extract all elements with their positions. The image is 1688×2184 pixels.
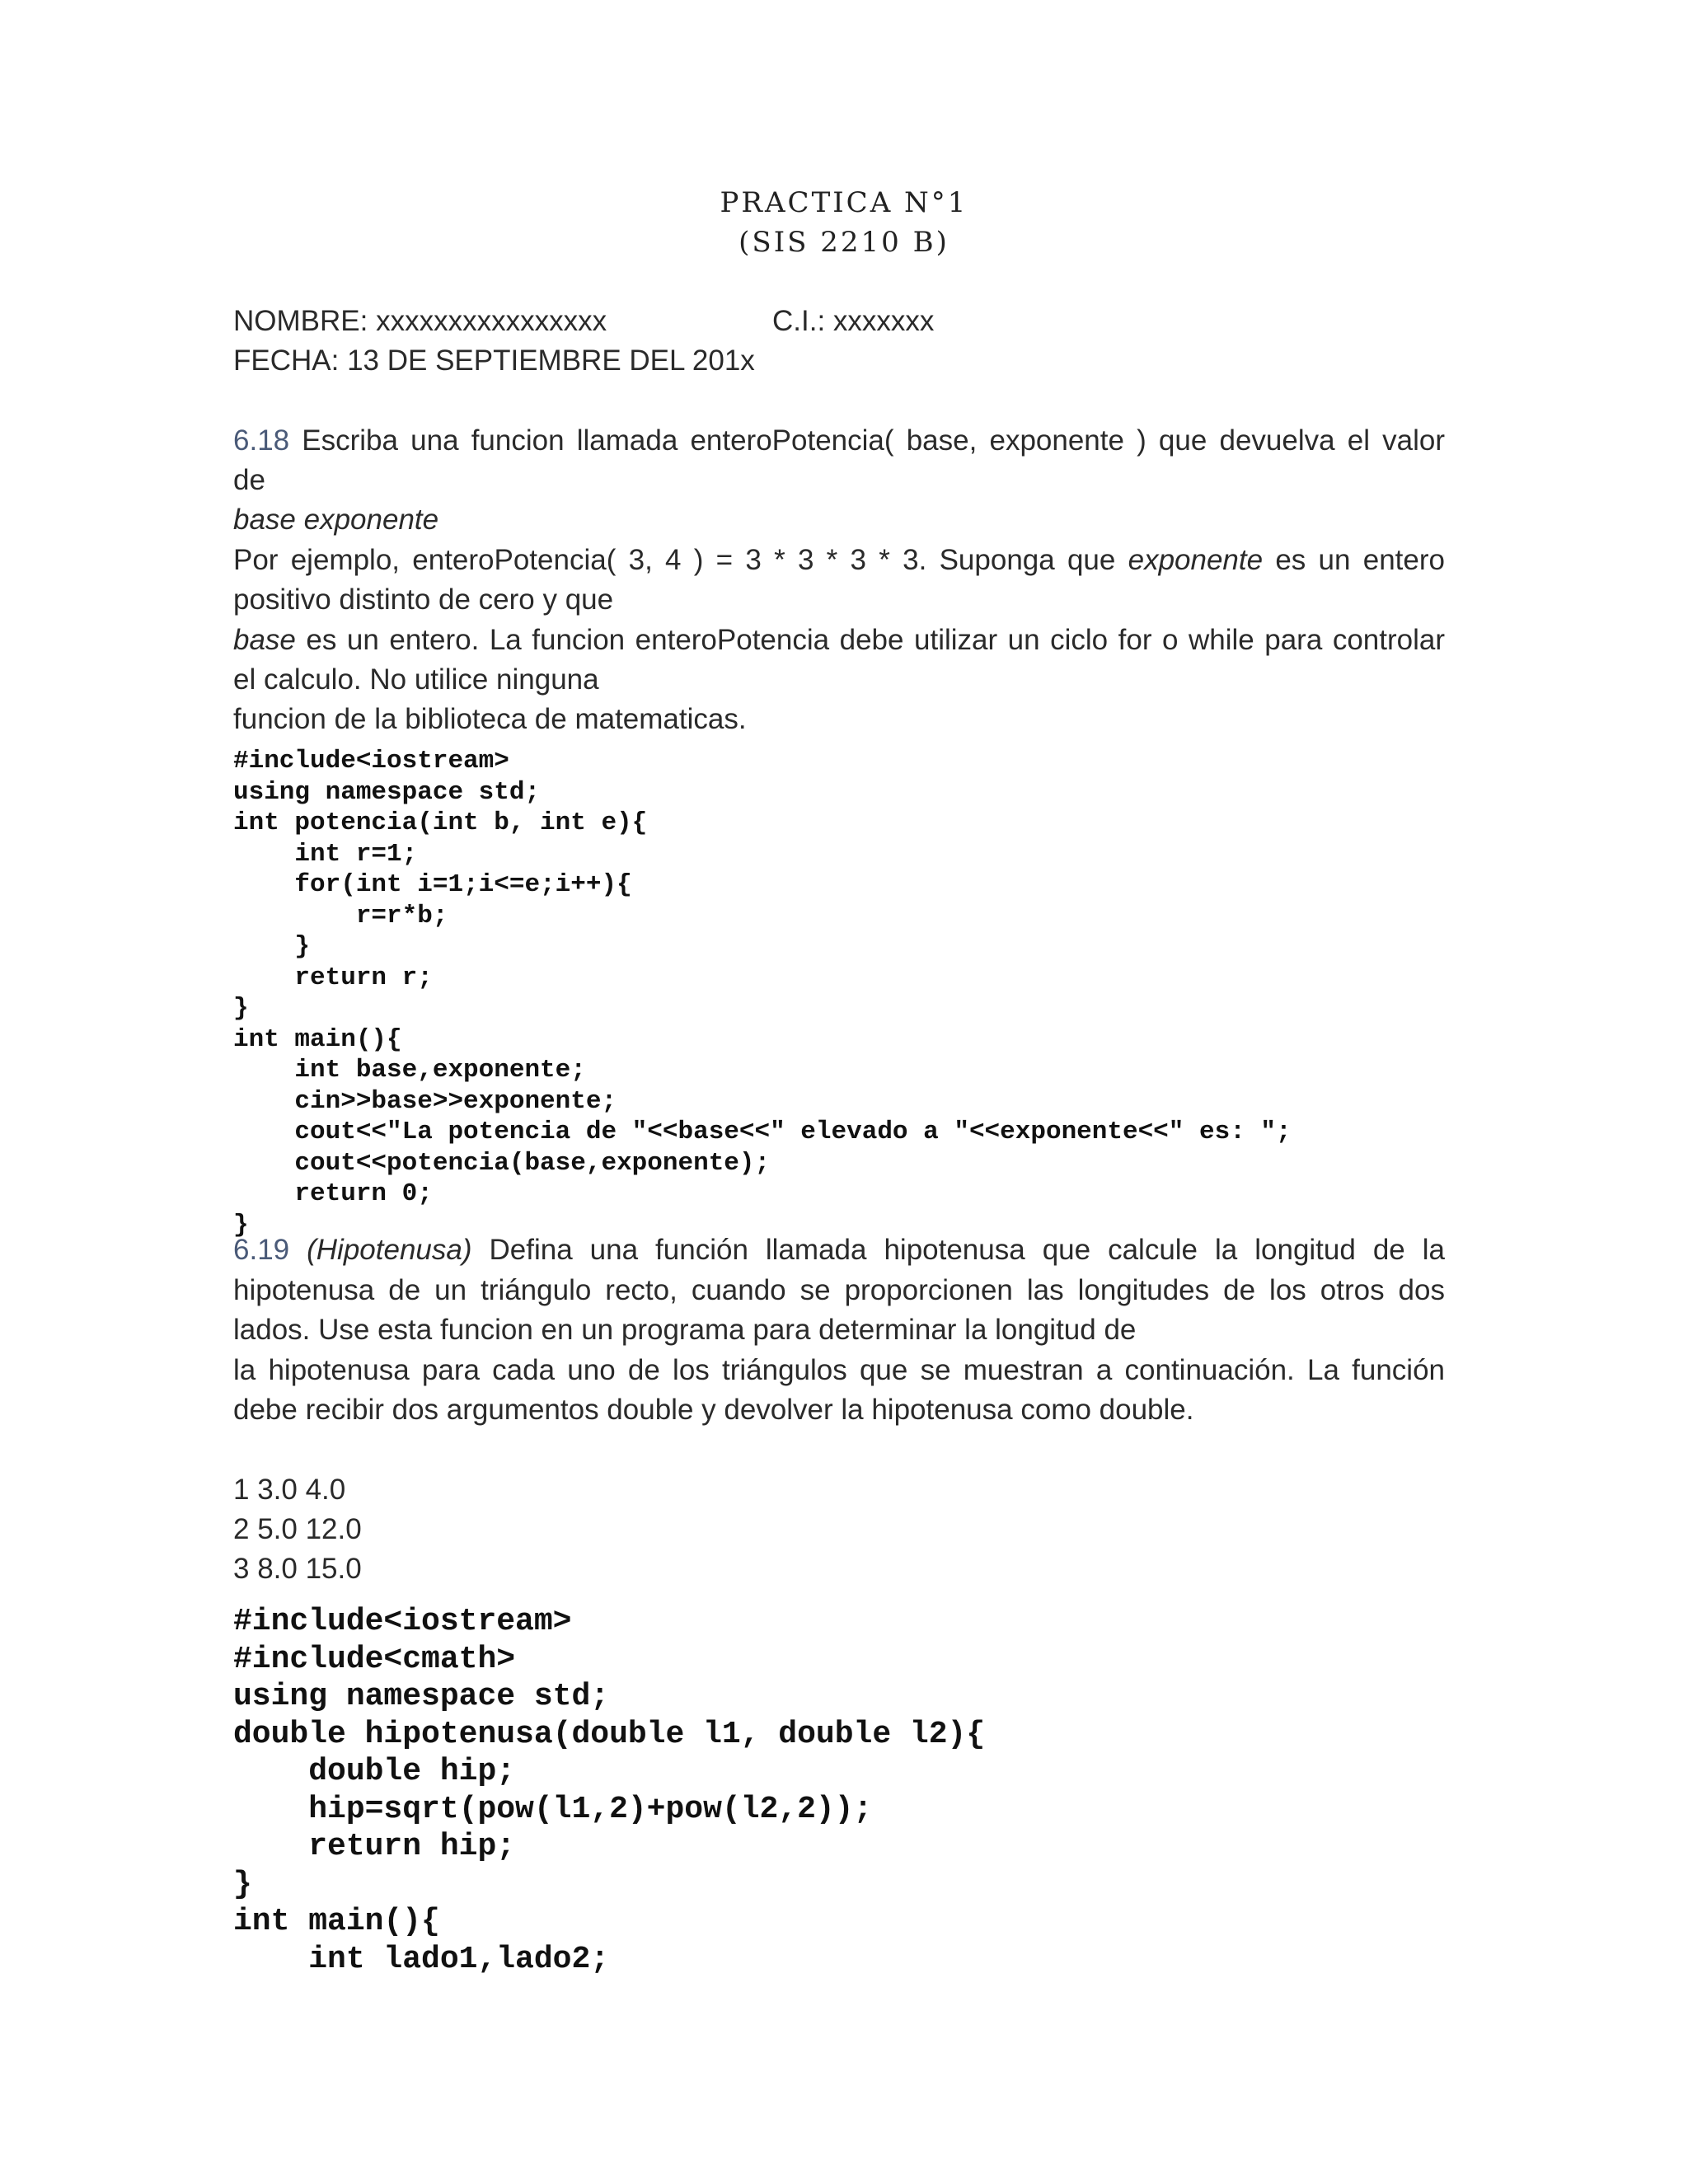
ex618-line1: 6.18 Escriba una funcion llamada enteroPotencia( base, exponente ) que devuelva el valor xyxy=(233,424,1445,457)
ex618-code-block xyxy=(233,746,1292,1240)
triangle-row: 2 5.0 12.0 xyxy=(233,1513,362,1545)
code-line: return 0; xyxy=(233,1179,433,1208)
student-ci: C.I.: xxxxxxx xyxy=(772,305,935,337)
code-line: #include<cmath> xyxy=(233,1641,516,1677)
ex619-number: 6.19 xyxy=(233,1234,290,1266)
ex618-line2: de xyxy=(233,464,265,496)
code-line: } xyxy=(233,932,311,961)
ex618-line7: el calculo. No utilice ninguna xyxy=(233,663,599,696)
code-line: cout<<potencia(base,exponente); xyxy=(233,1148,771,1178)
code-line: return r; xyxy=(233,963,433,992)
page-subtitle: (SIS 2210 B) xyxy=(738,226,950,259)
code-line: double hipotenusa(double l1, double l2){ xyxy=(233,1716,986,1752)
triangle-row: 3 8.0 15.0 xyxy=(233,1553,362,1585)
code-line: using namespace std; xyxy=(233,1679,610,1714)
ex619-line4: la hipotenusa para cada uno de los triángulos que se muestran a continuación. La función xyxy=(233,1354,1445,1386)
code-line: double hip; xyxy=(233,1754,516,1789)
ex619-line3: lados. Use esta funcion en un programa para determinar la longitud de xyxy=(233,1314,1137,1346)
page-title: PRACTICA N°1 xyxy=(720,186,968,219)
ex618-line4: Por ejemplo, enteroPotencia( 3, 4 ) = 3 * 3 * 3 * 3. Suponga que exponente es un entero xyxy=(233,544,1445,576)
triangle-row: 1 3.0 4.0 xyxy=(233,1474,346,1506)
ex618-line8: funcion de la biblioteca de matematicas. xyxy=(233,703,747,735)
code-line: hip=sqrt(pow(l1,2)+pow(l2,2)); xyxy=(233,1791,873,1827)
code-line: cout<<"La potencia de "<<base<<" elevado a "<<exponente<<" es: "; xyxy=(233,1118,1292,1146)
code-line: for(int i=1;i<=e;i++){ xyxy=(233,870,632,899)
ex619-label: (Hipotenusa) xyxy=(307,1234,472,1266)
ex618-line6: base es un entero. La funcion enteroPotencia debe utilizar un ciclo for o while para controlar xyxy=(233,624,1445,656)
code-line: int potencia(int b, int e){ xyxy=(233,808,648,837)
code-line: #include<iostream> xyxy=(233,747,509,776)
ex619-code-block xyxy=(233,1603,985,1978)
code-line: using namespace std; xyxy=(233,777,541,807)
code-line: #include<iostream> xyxy=(233,1604,572,1639)
code-line: int main(){ xyxy=(233,1904,440,1939)
code-line: cin>>base>>exponente; xyxy=(233,1086,617,1116)
code-line: } xyxy=(233,1210,249,1240)
ex618-line3: base exponente xyxy=(233,504,439,536)
code-line: r=r*b; xyxy=(233,901,448,930)
ex618-number: 6.18 xyxy=(233,424,290,457)
code-line: return hip; xyxy=(233,1829,516,1864)
code-line: int base,exponente; xyxy=(233,1056,586,1085)
code-line: int lado1,lado2; xyxy=(233,1941,610,1977)
ex619-line2: hipotenusa de un triángulo recto, cuando se proporcionen las longitudes de los otros dos xyxy=(233,1274,1445,1306)
ex619-line1: 6.19 (Hipotenusa) Defina una función llamada hipotenusa que calcule la longitud de la xyxy=(233,1234,1445,1266)
date: FECHA: 13 DE SEPTIEMBRE DEL 201x xyxy=(233,344,755,377)
ex619-line5: debe recibir dos argumentos double y devolver la hipotenusa como double. xyxy=(233,1394,1194,1426)
student-name: NOMBRE: xxxxxxxxxxxxxxxx xyxy=(233,305,607,337)
ex618-line5: positivo distinto de cero y que xyxy=(233,583,614,616)
code-line: int main(){ xyxy=(233,1024,402,1054)
code-line: } xyxy=(233,1866,252,1902)
code-line: } xyxy=(233,994,249,1023)
code-line: int r=1; xyxy=(233,839,418,869)
